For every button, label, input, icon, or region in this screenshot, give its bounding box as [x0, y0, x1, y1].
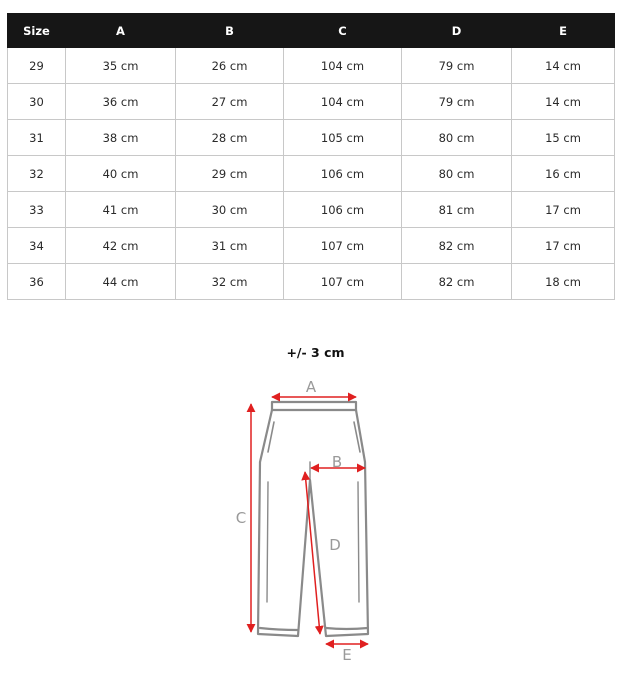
cell-a: 41 cm	[66, 192, 176, 228]
header-e: E	[512, 14, 615, 48]
label-b: B	[331, 453, 343, 471]
cell-c: 106 cm	[284, 192, 402, 228]
label-d: D	[329, 536, 341, 554]
cell-a: 42 cm	[66, 228, 176, 264]
cell-a: 38 cm	[66, 120, 176, 156]
table-header-row	[8, 14, 615, 48]
table-row	[8, 228, 615, 264]
cell-b: 28 cm	[176, 120, 284, 156]
cell-d: 79 cm	[402, 84, 512, 120]
table-row	[8, 48, 615, 84]
cell-c: 104 cm	[284, 48, 402, 84]
size-table	[7, 13, 615, 300]
cell-size: 29	[8, 48, 66, 84]
cell-b: 32 cm	[176, 264, 284, 300]
trousers-outline	[258, 402, 368, 636]
cell-b: 31 cm	[176, 228, 284, 264]
cell-c: 106 cm	[284, 156, 402, 192]
header-c: C	[284, 14, 402, 48]
cell-b: 26 cm	[176, 48, 284, 84]
cell-e: 16 cm	[512, 156, 615, 192]
cell-e: 17 cm	[512, 192, 615, 228]
header-size: Size	[8, 14, 66, 48]
cell-d: 82 cm	[402, 228, 512, 264]
table-row	[8, 264, 615, 300]
cell-b: 30 cm	[176, 192, 284, 228]
cell-size: 36	[8, 264, 66, 300]
table-row	[8, 84, 615, 120]
cell-size: 34	[8, 228, 66, 264]
label-e: E	[342, 646, 352, 664]
cell-e: 15 cm	[512, 120, 615, 156]
header-b: B	[176, 14, 284, 48]
label-a: A	[305, 378, 317, 396]
trousers-measurement-diagram	[220, 372, 390, 667]
table-row	[8, 156, 615, 192]
cell-e: 14 cm	[512, 84, 615, 120]
cell-b: 27 cm	[176, 84, 284, 120]
cell-c: 104 cm	[284, 84, 402, 120]
table-row	[8, 120, 615, 156]
cell-c: 107 cm	[284, 228, 402, 264]
cell-d: 81 cm	[402, 192, 512, 228]
cell-a: 36 cm	[66, 84, 176, 120]
cell-size: 33	[8, 192, 66, 228]
cell-c: 107 cm	[284, 264, 402, 300]
header-d: D	[402, 14, 512, 48]
header-a: A	[66, 14, 176, 48]
table-row	[8, 192, 615, 228]
cell-a: 44 cm	[66, 264, 176, 300]
cell-d: 82 cm	[402, 264, 512, 300]
cell-size: 32	[8, 156, 66, 192]
cell-a: 35 cm	[66, 48, 176, 84]
cell-b: 29 cm	[176, 156, 284, 192]
cell-d: 80 cm	[402, 156, 512, 192]
label-c: C	[235, 509, 247, 527]
cell-size: 30	[8, 84, 66, 120]
cell-d: 80 cm	[402, 120, 512, 156]
cell-e: 17 cm	[512, 228, 615, 264]
cell-c: 105 cm	[284, 120, 402, 156]
cell-size: 31	[8, 120, 66, 156]
cell-e: 18 cm	[512, 264, 615, 300]
cell-d: 79 cm	[402, 48, 512, 84]
cell-a: 40 cm	[66, 156, 176, 192]
tolerance-note: +/- 3 cm	[286, 345, 345, 360]
cell-e: 14 cm	[512, 48, 615, 84]
